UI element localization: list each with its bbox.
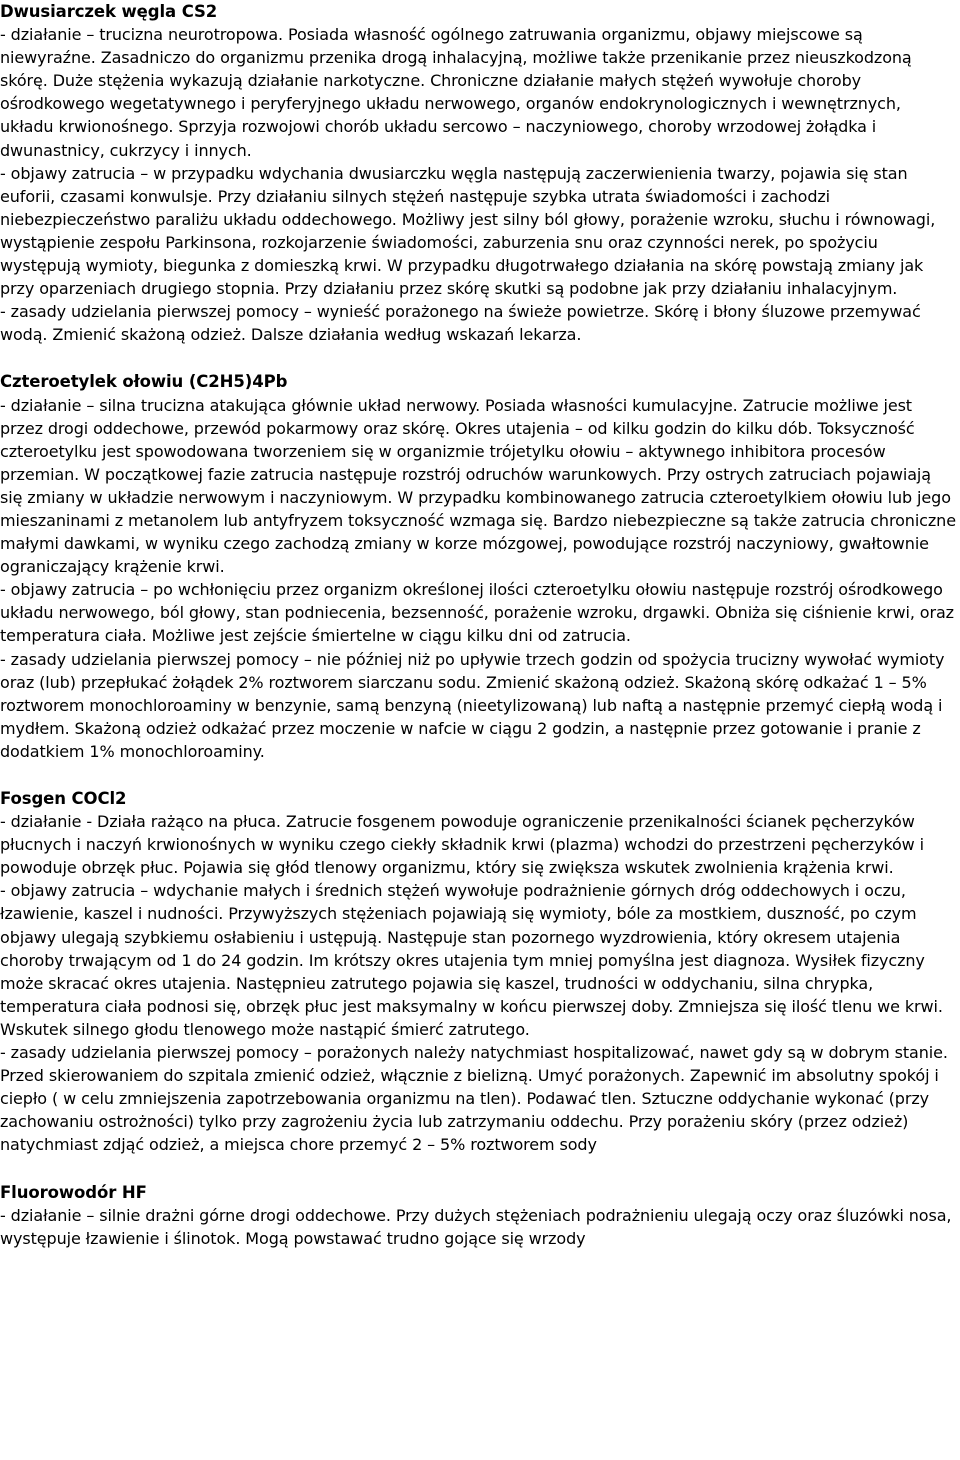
section-carbon-disulfide [0,0,958,346]
paragraph-symptoms: - objawy zatrucia – wdychanie małych i średnich stężeń wywołuje podrażnienie górnych dróg oddechowych i oczu, łzawienie, kaszel i nudności. Przywyższych stężeniach pojawiają się wymioty, bóle za mostkiem, duszność, po czym objawy ulegają szybkiemu osłabieniu i ustępują. Następuje stan pozornego wyzdrowienia, który okresem utajenia choroby trwającym od 1 do 24 godzin. Im krótszy okres utajenia tym mniej pomyślna jest diagnoza. Wysiłek fizyczny może skracać okres utajenia. Następnieu zatrutego pojawia się kaszel, trudności w oddychaniu, silna chrypka, temperatura ciała podnosi się, obrzęk płuc jest maksymalny w końcu pierwszej doby. Zmniejsza się ilość tlenu we krwi. Wskutek silnego głodu tlenowego może nastąpić śmierć zatrutego. [0,881,943,1039]
section-tetraethyl-lead [0,370,958,763]
section-heading: Fosgen COCl2 [0,789,127,808]
paragraph-action: - działanie – trucizna neurotropowa. Posiada własność ogólnego zatruwania organizmu, objawy miejscowe są niewyraźne. Zasadniczo do organizmu przenika drogą inhalacyjną, możliwe także przenikanie przez nieuszkodzoną skórę. Duże stężenia wykazują działanie narkotyczne. Chroniczne działanie małych stężeń wywołuje choroby ośrodkowego wegetatywnego i peryferyjnego układu nerwowego, organów endokrynologicznych i wewnętrznych, układu krwionośnego. Sprzyja rozwojowi chorób układu sercowo – naczyniowego, choroby wrzodowej żołądka i dwunastnicy, cukrzycy i innych. [0,25,912,160]
section-phosgene [0,787,958,1157]
paragraph-first-aid: - zasady udzielania pierwszej pomocy – nie później niż po upływie trzech godzin od spożycia trucizny wywołać wymioty oraz (lub) przepłukać żołądek 2% roztworem siarczanu sodu. Zmienić skażoną odzież. Skażoną skórę odkażać 1 – 5% roztworem monochloroaminy w benzynie, samą benzyną (nieetylizowaną) lub naftą a następnie przemyć ciepłą wodą i mydłem. Skażoną odzież odkażać przez moczenie w nafcie w ciągu 2 godzin, a następnie przez gotowanie i pranie z dodatkiem 1% monochloroaminy. [0,649,945,761]
paragraph-symptoms: - objawy zatrucia – po wchłonięciu przez organizm określonej ilości czteroetylku ołowiu następuje rozstrój ośrodkowego układu nerwowego, ból głowy, stan podniecenia, bezsenność, porażenie wzroku, drgawki. Obniża się ciśnienie krwi, oraz temperatura ciała. Możliwe jest zejście śmiertelne w ciągu kilku dni od zatrucia. [0,580,954,646]
paragraph-action: - działanie – silna trucizna atakująca głównie układ nerwowy. Posiada własności kumulacyjne. Zatrucie możliwe jest przez drogi oddechowe, przewód pokarmowy oraz skórę. Okres utajenia – od kilku godzin do kilku dób. Toksyczność czteroetylku jest spowodowana tworzeniem się w organizmie trójetylku ołowiu – aktywnego inhibitora procesów przemian. W początkowej fazie zatrucia następuje rozstrój odruchów warunkowych. Przy ostrych zatruciach pojawiają się zmiany w układzie nerwowym i naczyniowym. W przypadku kombinowanego zatrucia czteroetylkiem ołowiu lub jego mieszaninami z metanolem lub antyfryzem toksyczność wzmaga się. Bardzo niebezpieczne są także zatrucia chroniczne małymi dawkami, w wyniku czego zachodzą zmiany w korze mózgowej, powodujące rozstrój naczyniowy, gwałtownie ograniczający krążenie krwi. [0,395,956,577]
section-hydrogen-fluoride [0,1181,958,1250]
section-heading: Dwusiarczek węgla CS2 [0,2,218,21]
section-heading: Czteroetylek ołowiu (C2H5)4Pb [0,372,288,392]
paragraph-action: - działanie – silnie drażni górne drogi oddechowe. Przy dużych stężeniach podrażnieniu ulegają oczy oraz śluzówki nosa, występuje łzawienie i ślinotok. Mogą powstawać trudno gojące się wrzody [0,1205,952,1248]
section-heading: Fluorowodór HF [0,1182,147,1202]
paragraph-action: - działanie - Działa rażąco na płuca. Zatrucie fosgenem powoduje ograniczenie przenikalności ścianek pęcherzyków płucnych i naczyń krwionośnych w wyniku czego ciekły składnik krwi (plazma) wchodzi do przestrzeni pęcherzyków i powoduje obrzęk płuc. Pojawia się głód tlenowy organizmu, który się zwiększa wskutek zwolnienia krążenia krwi. [0,812,924,878]
paragraph-first-aid: - zasady udzielania pierwszej pomocy – wynieść porażonego na świeże powietrze. Skórę i błony śluzowe przemywać wodą. Zmienić skażoną odzież. Dalsze działania według wskazań lekarza. [0,302,921,345]
paragraph-symptoms: - objawy zatrucia – w przypadku wdychania dwusiarczku węgla następują zaczerwienienia twarzy, pojawia się stan euforii, czasami konwulsje. Przy działaniu silnych stężeń następuje szybka utrata świadomości i zachodzi niebezpieczeństwo paraliżu układu oddechowego. Możliwy jest silny ból głowy, porażenie wzroku, słuchu i równowagi, wystąpienie zespołu Parkinsona, rozkojarzenie świadomości, zaburzenia snu oraz czynności nerek, po spożyciu występują wymioty, biegunka z domieszką krwi. W przypadku długotrwałego działania na skórę powstają zmiany jak przy oparzeniach drugiego stopnia. Przy działaniu przez skórę skutki są podobne jak przy działaniu inhalacyjnym. [0,163,936,299]
paragraph-first-aid: - zasady udzielania pierwszej pomocy – porażonych należy natychmiast hospitalizować, nawet gdy są w dobrym stanie. Przed skierowaniem do szpitala zmienić odzież, włącznie z bielizną. Umyć porażonych. Zapewnić im absolutny spokój i ciepło ( w celu zmniejszenia zapotrzebowania organizmu na tlen). Podawać tlen. Sztuczne oddychanie wykonać (przy zachowaniu ostrożności) tylko przy zagrożeniu życia lub zatrzymaniu oddechu. Przy porażeniu skóry (przez odzież) natychmiast zdjąć odzież, a miejsca chore przemyć 2 – 5% roztworem sody [0,1043,948,1155]
